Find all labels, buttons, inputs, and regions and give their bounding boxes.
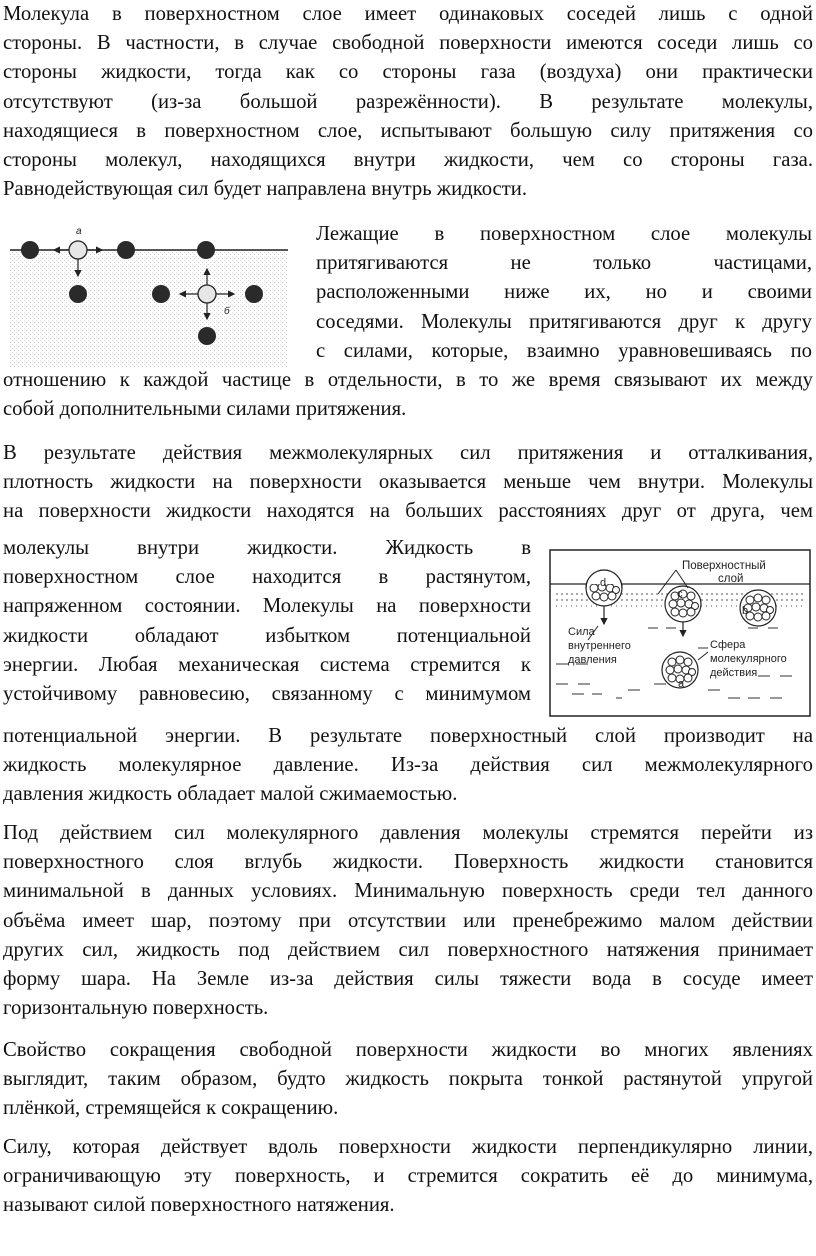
text-line: находящиеся в поверхностном слое, испытывают большую силу притяжения со (3, 119, 813, 142)
text-line: Равнодействующая сил будет направлена внутрь жидкости. (3, 178, 528, 201)
text-line: поверхностном слое находится в растянутом, (3, 566, 531, 589)
text-line: форму шара. На Земле из-за действия силы тяжести вода в сосуде имеет (3, 968, 813, 990)
text-line: Под действием сил молекулярного давления молекулы стремятся перейти из (3, 822, 813, 844)
text-line: минимальной в данных условиях. Минимальную поверхность среди тел данного (3, 880, 813, 903)
label-b: б (224, 306, 230, 317)
text-line: давления жидкость обладает малой сжимаемостью. (3, 783, 458, 806)
text-line: отношению к каждой частице в отдельности, в то же время связывают их между (3, 369, 813, 391)
text-line: стороны. В частности, в случае свободной поверхности имеются соседи лишь со (3, 32, 813, 55)
text-line: стороны жидкости, тогда как со стороны газа (воздуха) они практически (3, 61, 813, 84)
text-line: жидкости обладают избытком потенциальной (3, 624, 531, 647)
label-internal-pressure: давления (568, 654, 617, 666)
text-line: выглядит, таким образом, будто жидкость покрыта тонкой растянутой упругой (3, 1068, 813, 1091)
molecule (152, 285, 170, 303)
molecule (198, 327, 216, 345)
label-a: a (678, 678, 685, 690)
text-line: других сил, жидкость под действием сил поверхностного натяжения принимает (3, 938, 813, 961)
molecule (69, 285, 87, 303)
text-line: соседями. Молекулы притягиваются друг к другу (316, 310, 812, 333)
label-a: a (76, 226, 82, 237)
molecule (117, 241, 135, 259)
text-line: Молекула в поверхностном слое имеет одинаковых соседей лишь с одной (3, 3, 813, 25)
label-sphere-of-action: молекулярного (710, 653, 787, 665)
text-line: Свойство сокращения свободной поверхности жидкости во многих явлениях (3, 1039, 813, 1061)
text-line: с силами, которые, взаимно уравновешиваясь по (316, 339, 812, 362)
text-line: объёма имеет шар, поэтому при отсутствии или пренебрежимо малом действии (3, 909, 813, 932)
molecule (245, 285, 263, 303)
molecular-forces-figure (10, 218, 300, 368)
text-line: плотность жидкости на поверхности оказывается меньше чем внутри. Молекулы (3, 471, 813, 494)
text-line: жидкость молекулярное давление. Из-за действия сил межмолекулярного (3, 754, 813, 777)
molecule (21, 241, 39, 259)
text-line: на поверхности жидкости находятся на больших расстояниях друг от друга, чем (3, 500, 813, 523)
text-line: называют силой поверхностного натяжения. (3, 1194, 395, 1217)
text-line: поверхностного слоя вглубь жидкости. Поверхность жидкости становится (3, 851, 813, 874)
text-line: ограничивающую эту поверхность, и стремится сократить её до минимума, (3, 1165, 813, 1188)
text-line: стороны молекул, находящихся внутри жидкости, чем со стороны газа. (3, 149, 813, 171)
molecule (197, 241, 215, 259)
label-c: c (677, 588, 683, 600)
text-line: энергии. Любая механическая система стремится к (3, 653, 531, 676)
molecule-b-circle (198, 285, 216, 303)
text-line: Силу, которая действует вдоль поверхности жидкости перпендикулярно линии, (3, 1136, 813, 1158)
surface-layer-figure (548, 548, 812, 718)
label-surface-layer: слой (718, 573, 744, 585)
label-sphere-of-action: Сфера (710, 639, 746, 651)
label-surface-layer: Поверхностный (682, 560, 766, 572)
label-sphere-of-action: действия (710, 667, 758, 679)
text-line: отсутствуют (из-за большой разрежённости). В результате молекулы, (3, 90, 813, 113)
molecule-a-circle (69, 241, 87, 259)
text-line: притягиваются не только частицами, (316, 252, 812, 275)
text-line: молекулы внутри жидкости. Жидкость в (3, 537, 531, 559)
text-line: плёнкой, стремящейся к сокращению. (3, 1097, 339, 1120)
text-line: Лежащие в поверхностном слое молекулы (316, 223, 812, 245)
text-line: потенциальной энергии. В результате поверхностный слой производит на (3, 725, 813, 747)
text-line: напряженном состоянии. Молекулы на поверхности (3, 595, 531, 618)
label-internal-pressure: Сила (568, 626, 595, 638)
label-internal-pressure: внутреннего (568, 640, 631, 652)
label-b: b (742, 605, 749, 617)
molecule-b (740, 590, 776, 626)
text-line: В результате действия межмолекулярных сил притяжения и отталкивания, (3, 442, 813, 464)
text-line: горизонтальную поверхность. (3, 997, 269, 1020)
text-line: собой дополнительными силами притяжения. (3, 398, 407, 421)
molecule-d (586, 570, 622, 606)
label-d: d (600, 577, 607, 589)
text-line: расположенными ниже их, но и своими (316, 281, 812, 304)
text-line: устойчивому равновесию, связанному с минимумом (3, 683, 531, 705)
liquid-region (10, 250, 288, 368)
